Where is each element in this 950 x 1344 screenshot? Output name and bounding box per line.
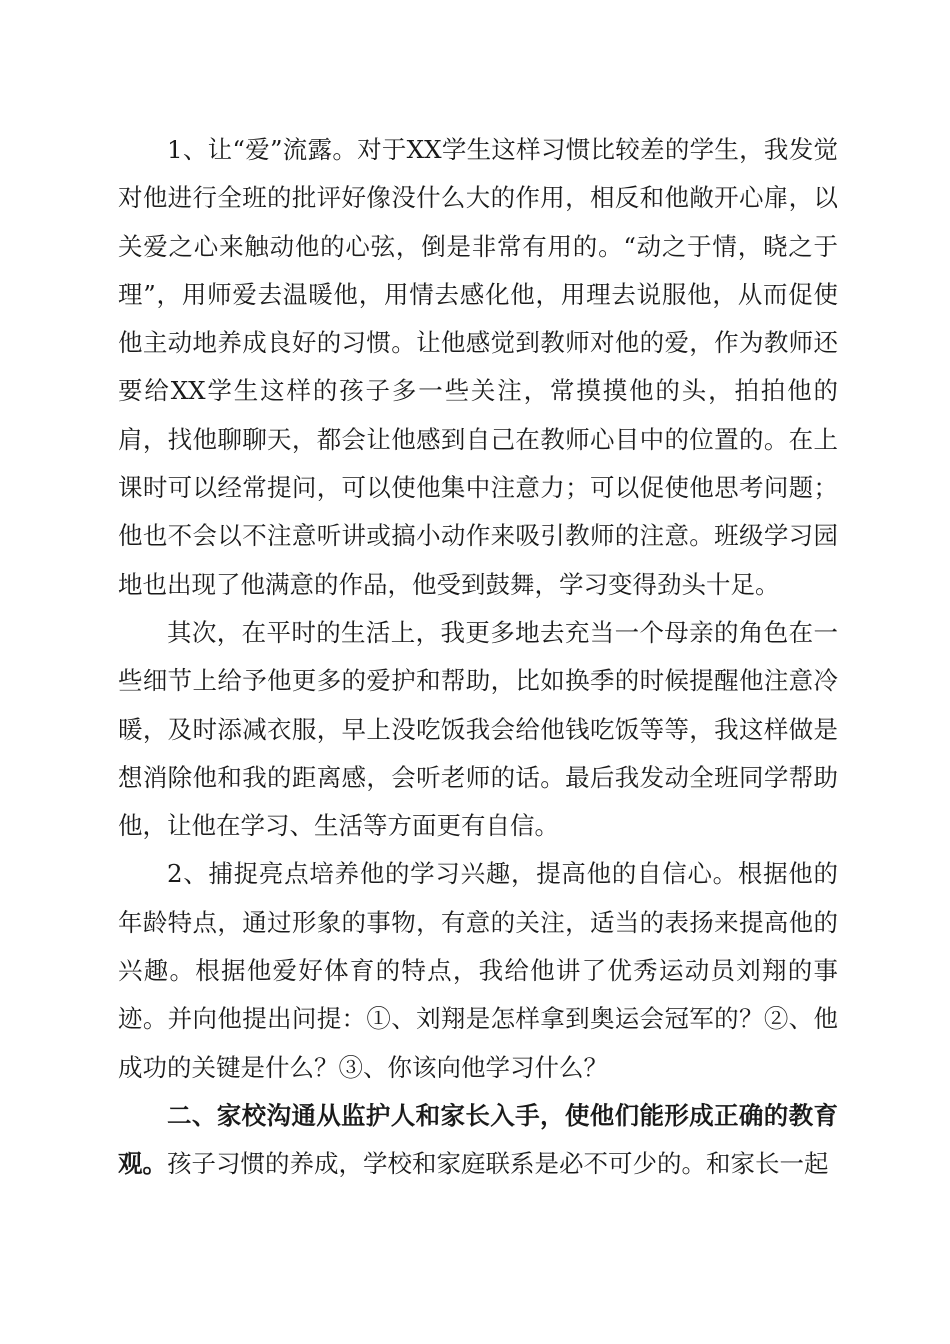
paragraph-daily-life: 其次，在平时的生活上，我更多地去充当一个母亲的角色在一些细节上给予他更多的爱护和帮助，比如换季的时候提醒他注意冷暖，及时添减衣服，早上没吃饭我会给他钱吃饭等等，我这样做是想消除他和我的距离感，会听老师的话。最后我发动全班同学帮助他，让他在学习、生活等方面更有自信。: [118, 617, 838, 841]
paragraph-love: 1、让“爱”流露。对于XX学生这样习惯比较差的学生，我发觉对他进行全班的批评好像没什么大的作用，相反和他敞开心扉，以关爱之心来触动他的心弦，倒是非常有用的。“动之于情，晓之于理”，用师爱去温暖他，用情去感化他，用理去说服他，从而促使他主动地养成良好的习惯。让他感觉到教师对他的爱，作为教师还要给XX学生这样的孩子多一些关注，常摸摸他的头，拍拍他的肩，找他聊聊天，都会让他感到自己在教师心目中的位置的。在上课时可以经常提问，可以使他集中注意力；可以促使他思考问题；他也不会以不注意听讲或搞小动作来吸引教师的注意。班级学习园地也出现了他满意的作品，他受到鼓舞，学习变得劲头十足。: [118, 135, 838, 599]
section-body-text: 孩子习惯的养成，学校和家庭联系是必不可少的。和家长一起: [167, 1149, 829, 1179]
section-heading: 二、家校沟通从监护人和家长入手，使他们能形成正确的教育观。: [118, 1100, 838, 1179]
paragraph-interest: 2、捕捉亮点培养他的学习兴趣，提高他的自信心。根据他的年龄特点，通过形象的事物，有意的关注，适当的表扬来提高他的兴趣。根据他爱好体育的特点，我给他讲了优秀运动员刘翔的事迹。并向他提出问提：①、刘翔是怎样拿到奥运会冠军的？②、他成功的关键是什么？③、你该向他学习什么？: [118, 859, 838, 1082]
document-body: [118, 126, 838, 1189]
paragraph-home-school: [118, 1092, 838, 1189]
